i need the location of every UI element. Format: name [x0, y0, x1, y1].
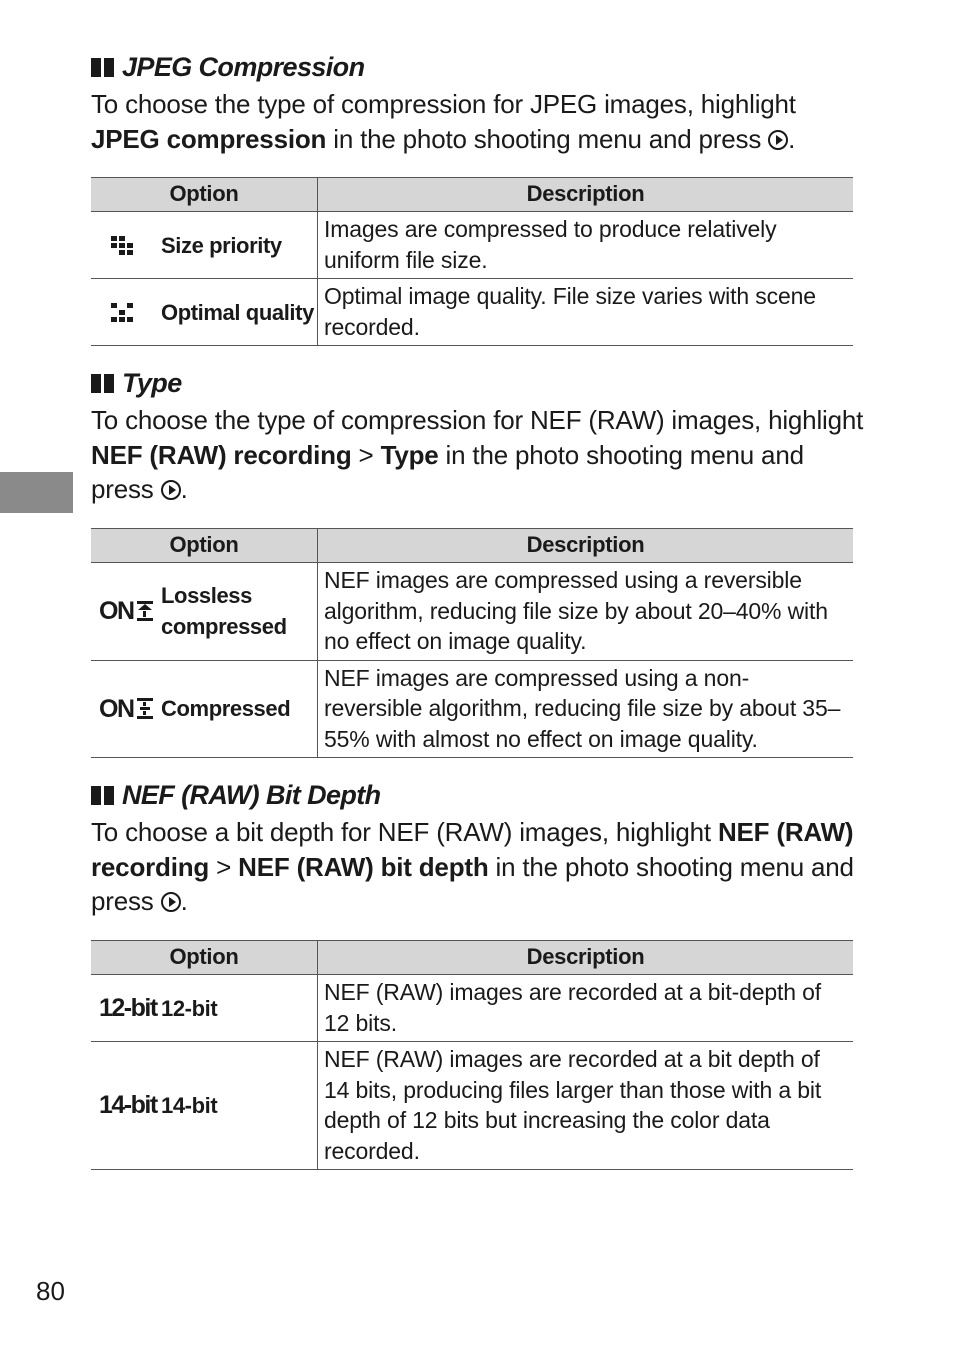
option-label: 14-bit — [161, 1093, 218, 1118]
section-marker-icon — [91, 58, 114, 77]
intro-jpeg-compression: To choose the type of compression for JPEG images, highlight JPEG compression in the photo shooting menu and press . — [91, 89, 796, 154]
section-heading-nef-bit-depth: NEF (RAW) Bit Depth — [91, 780, 381, 810]
section-heading-type: Type — [91, 368, 182, 398]
option-header: Option — [91, 178, 318, 212]
section-heading-jpeg-compression: JPEG Compression — [91, 52, 364, 82]
option-label: 12-bit — [161, 995, 218, 1021]
14-bit-icon: 14-bit — [99, 1091, 157, 1120]
table-row — [91, 1042, 853, 1170]
bit-depth-table — [91, 940, 853, 1170]
chapter-tab — [0, 472, 73, 513]
jpeg-compression-table — [91, 177, 853, 346]
description-header: Description — [318, 178, 854, 212]
intro-type: To choose the type of compression for NEF (RAW) images, highlight NEF (RAW) recording > Type in the photo shooting menu and press . — [91, 405, 864, 504]
option-description: NEF images are compressed using a non-reversible algorithm, reducing file size by about 35–55% with almost no effect on image quality. — [318, 660, 854, 758]
option-description: NEF images are compressed using a reversible algorithm, reducing file size by about 20–40% with no effect on image quality. — [318, 563, 854, 661]
page-number: 80 — [36, 1276, 65, 1306]
option-label: Size priority — [161, 232, 282, 258]
multi-selector-right-icon — [768, 130, 788, 150]
type-table — [91, 528, 853, 758]
option-description: Optimal image quality. File size varies with scene recorded. — [318, 279, 854, 346]
table-row — [91, 563, 853, 661]
section-marker-icon — [91, 786, 114, 805]
section-marker-icon — [91, 374, 114, 393]
option-description: NEF (RAW) images are recorded at a bit-depth of 12 bits. — [318, 975, 854, 1042]
table-row — [91, 660, 853, 758]
option-description: NEF (RAW) images are recorded at a bit depth of 14 bits, producing files larger than those with a bit depth of 12 bits but increasing the color data recorded. — [318, 1042, 854, 1170]
option-label: Compressed — [161, 696, 291, 722]
size-priority-icon — [111, 236, 133, 255]
table-row — [91, 279, 853, 346]
option-label: Lossless compressed — [161, 583, 287, 640]
option-header: Option — [91, 529, 318, 563]
description-header: Description — [318, 529, 854, 563]
option-header: Option — [91, 941, 318, 975]
compressed-icon: ON — [99, 694, 153, 725]
option-label: Optimal quality — [161, 299, 314, 325]
optimal-quality-icon — [111, 303, 133, 322]
description-header: Description — [318, 941, 854, 975]
multi-selector-right-icon — [161, 892, 181, 912]
table-row — [91, 212, 853, 279]
table-row — [91, 975, 853, 1042]
intro-nef-bit-depth: To choose a bit depth for NEF (RAW) images, highlight NEF (RAW) recording > NEF (RAW) bit depth in the photo shooting menu and press . — [91, 817, 854, 916]
multi-selector-right-icon — [161, 480, 181, 500]
option-description: Images are compressed to produce relatively uniform file size. — [318, 212, 854, 279]
12-bit-icon: 12-bit — [99, 993, 157, 1022]
lossless-compressed-icon: ON — [99, 596, 153, 627]
